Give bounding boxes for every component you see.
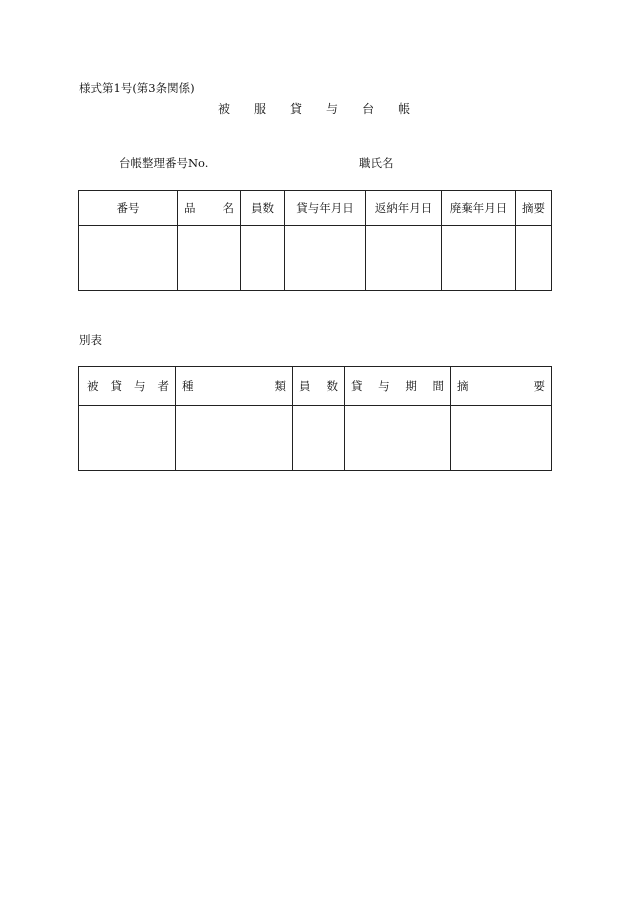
cell-quantity[interactable] (293, 406, 345, 471)
col-disposal-date: 廃棄年月日 (442, 191, 516, 226)
col-period-char: 貸 (351, 379, 363, 393)
title-char: 被 (218, 102, 231, 116)
cell-number[interactable] (79, 226, 178, 291)
ledger-header-row (79, 191, 552, 226)
col-quantity (293, 367, 345, 406)
col-type (176, 367, 293, 406)
appendix-entry-row (79, 406, 552, 471)
cell-remarks[interactable] (516, 226, 552, 291)
col-remarks (451, 367, 552, 406)
col-item-name (178, 191, 241, 226)
cell-type[interactable] (176, 406, 293, 471)
title-char: 与 (326, 102, 339, 116)
col-remarks-char: 摘 (457, 379, 469, 393)
col-remarks-char: 要 (533, 379, 545, 393)
col-period (345, 367, 451, 406)
job-name-label: 職氏名 (359, 156, 394, 170)
col-item-name-a: 品 (184, 201, 196, 215)
title-char: 帳 (398, 102, 411, 116)
title-char: 台 (362, 102, 375, 116)
appendix-table (78, 366, 552, 471)
col-type-char: 種 (182, 379, 194, 393)
document-title (218, 100, 410, 117)
ledger-number-label: 台帳整理番号No. (119, 156, 209, 170)
cell-item-name[interactable] (178, 226, 241, 291)
col-quantity-char: 員 (299, 379, 311, 393)
col-recipient-char: 貸 (110, 379, 122, 393)
cell-quantity[interactable] (241, 226, 285, 291)
title-char: 服 (254, 102, 267, 116)
cell-return-date[interactable] (366, 226, 442, 291)
col-number: 番号 (79, 191, 178, 226)
cell-recipient[interactable] (79, 406, 176, 471)
cell-period[interactable] (345, 406, 451, 471)
form-reference: 様式第1号(第3条関係) (79, 81, 195, 95)
col-recipient (79, 367, 176, 406)
col-item-name-b: 名 (222, 201, 234, 215)
col-type-char: 類 (274, 379, 286, 393)
col-quantity-char: 数 (326, 379, 338, 393)
col-period-char: 期 (405, 379, 417, 393)
col-period-char: 与 (378, 379, 390, 393)
cell-disposal-date[interactable] (442, 226, 516, 291)
title-char: 貸 (290, 102, 303, 116)
appendix-title: 別表 (79, 333, 102, 347)
cell-remarks[interactable] (451, 406, 552, 471)
col-loan-date: 貸与年月日 (285, 191, 366, 226)
col-recipient-char: 被 (87, 379, 99, 393)
ledger-entry-row (79, 226, 552, 291)
col-period-char: 間 (432, 379, 444, 393)
col-quantity: 員数 (241, 191, 285, 226)
ledger-table (78, 190, 552, 291)
col-recipient-char: 与 (134, 379, 146, 393)
col-return-date: 返納年月日 (366, 191, 442, 226)
appendix-header-row (79, 367, 552, 406)
col-recipient-char: 者 (157, 379, 169, 393)
cell-loan-date[interactable] (285, 226, 366, 291)
col-remarks: 摘要 (516, 191, 552, 226)
